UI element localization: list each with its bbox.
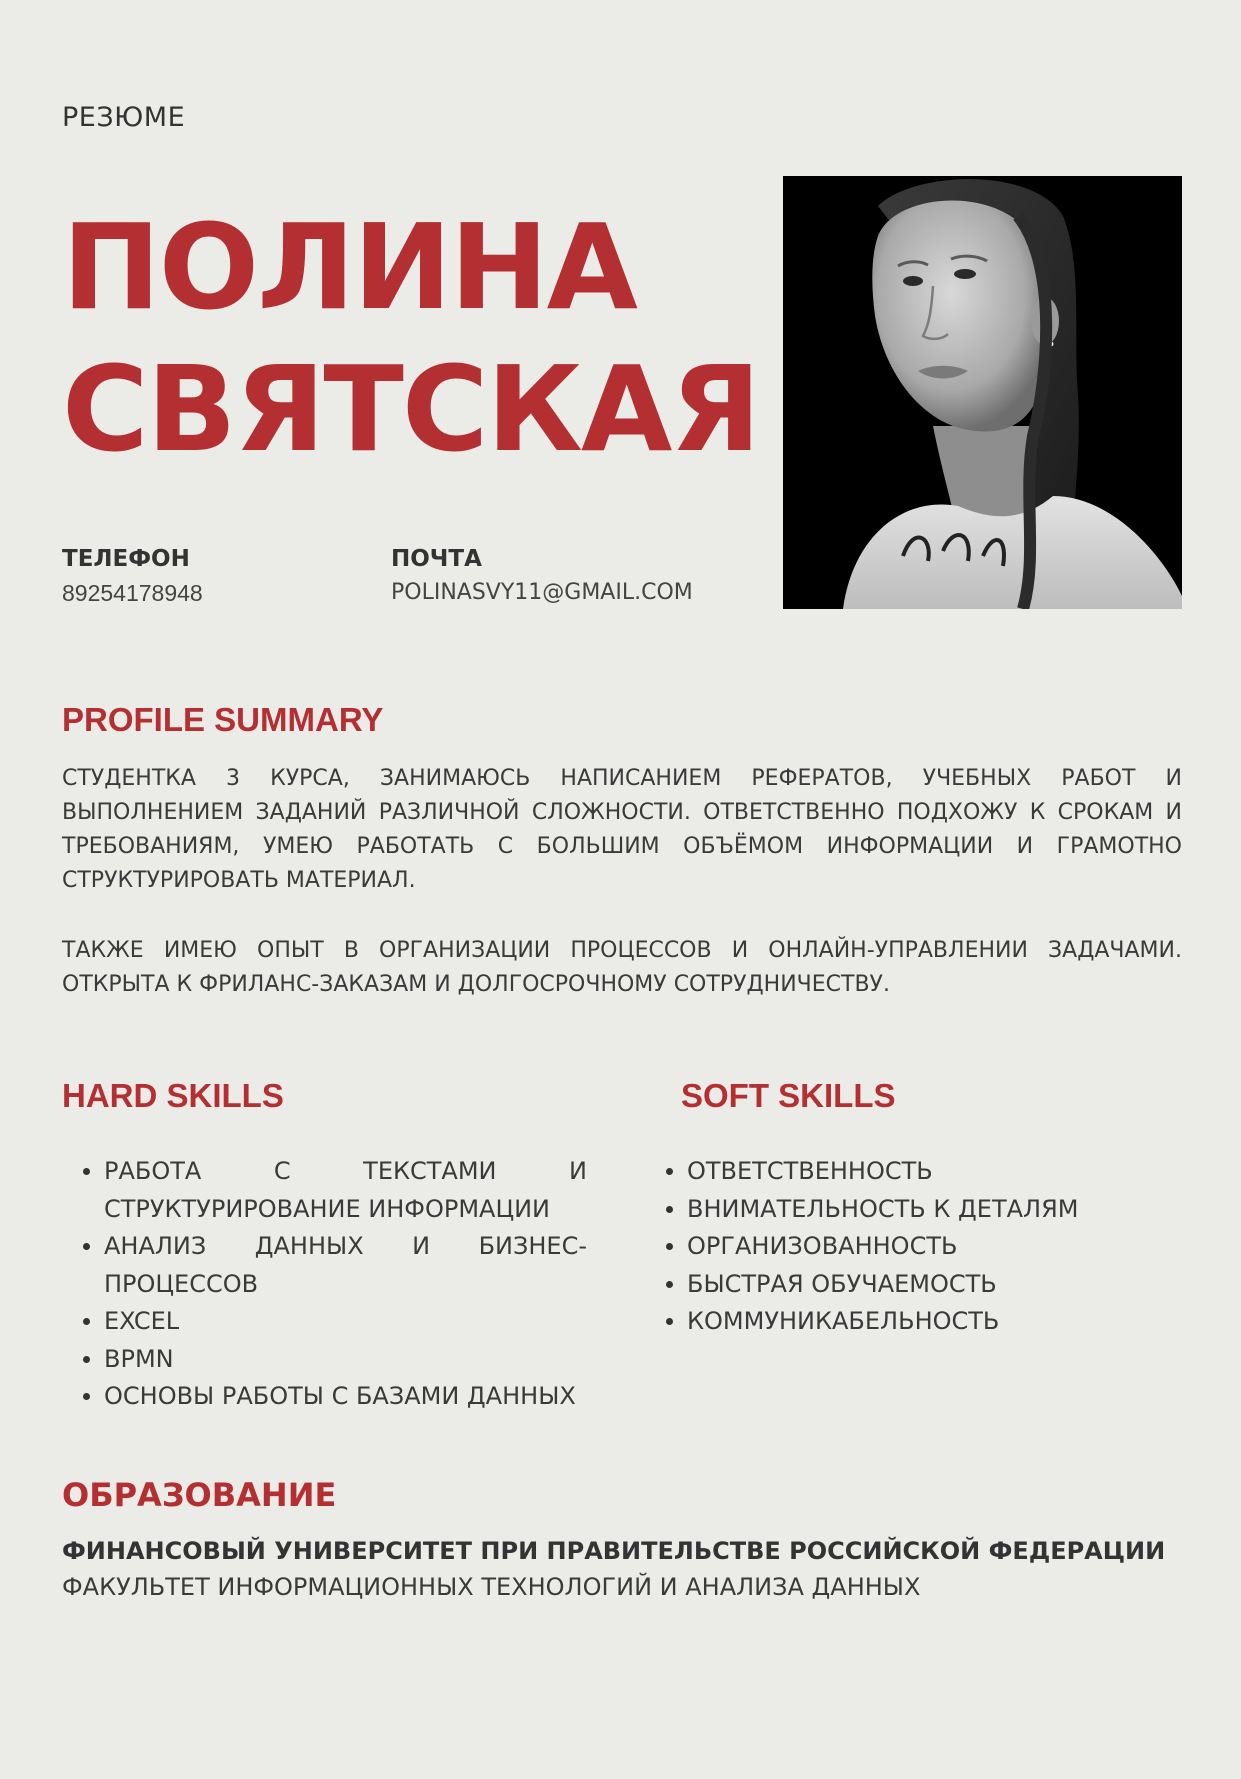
list-item: АНАЛИЗ ДАННЫХ И БИЗНЕС-ПРОЦЕССОВ bbox=[62, 1228, 587, 1303]
education-university: ФИНАНСОВЫЙ УНИВЕРСИТЕТ ПРИ ПРАВИТЕЛЬСТВЕ РОССИЙСКОЙ ФЕДЕРАЦИИ bbox=[62, 1537, 1166, 1565]
profile-summary-title: PROFILE SUMMARY bbox=[62, 701, 384, 738]
soft-skills-title: SOFT SKILLS bbox=[681, 1077, 896, 1114]
list-item: EXCEL bbox=[62, 1303, 587, 1341]
phone-value: 89254178948 bbox=[62, 580, 203, 606]
hard-skills-title: HARD SKILLS bbox=[62, 1077, 284, 1114]
list-item: ОСНОВЫ РАБОТЫ С БАЗАМИ ДАННЫХ bbox=[62, 1378, 587, 1416]
email-value: POLINASVY11@GMAIL.COM bbox=[391, 580, 693, 605]
portrait-photo bbox=[783, 176, 1182, 609]
soft-skills-list bbox=[645, 1153, 1165, 1341]
email-label: ПОЧТА bbox=[391, 546, 482, 572]
list-item: ОТВЕТСТВЕННОСТЬ bbox=[645, 1153, 1165, 1191]
profile-summary-paragraph-2: ТАКЖЕ ИМЕЮ ОПЫТ В ОРГАНИЗАЦИИ ПРОЦЕССОВ И ОНЛАЙН-УПРАВЛЕНИИ ЗАДАЧАМИ. ОТКРЫТА К ФРИЛАНС-ЗАКАЗАМ И ДОЛГОСРОЧНОМУ СОТРУДНИЧЕСТВУ. bbox=[62, 938, 1182, 997]
last-name: СВЯТСКАЯ bbox=[62, 340, 760, 478]
list-item: BPMN bbox=[62, 1341, 587, 1379]
education-faculty: ФАКУЛЬТЕТ ИНФОРМАЦИОННЫХ ТЕХНОЛОГИЙ И АНАЛИЗА ДАННЫХ bbox=[62, 1573, 921, 1601]
list-item: БЫСТРАЯ ОБУЧАЕМОСТЬ bbox=[645, 1266, 1165, 1304]
phone-label: ТЕЛЕФОН bbox=[62, 546, 190, 572]
list-item: ВНИМАТЕЛЬНОСТЬ К ДЕТАЛЯМ bbox=[645, 1191, 1165, 1229]
list-item: ОРГАНИЗОВАННОСТЬ bbox=[645, 1228, 1165, 1266]
list-item: РАБОТА С ТЕКСТАМИ И СТРУКТУРИРОВАНИЕ ИНФОРМАЦИИ bbox=[62, 1153, 587, 1228]
list-item: КОММУНИКАБЕЛЬНОСТЬ bbox=[645, 1303, 1165, 1341]
education-title: ОБРАЗОВАНИЕ bbox=[62, 1476, 337, 1514]
first-name: ПОЛИНА bbox=[62, 198, 636, 336]
document-label: РЕЗЮМЕ bbox=[62, 102, 186, 133]
portrait-illustration bbox=[783, 176, 1182, 609]
hard-skills-list bbox=[62, 1153, 587, 1416]
profile-summary-paragraph-1: СТУДЕНТКА 3 КУРСА, ЗАНИМАЮСЬ НАПИСАНИЕМ РЕФЕРАТОВ, УЧЕБНЫХ РАБОТ И ВЫПОЛНЕНИЕМ ЗАДАНИЙ РАЗЛИЧНОЙ СЛОЖНОСТИ. ОТВЕТСТВЕННО ПОДХОЖУ К СРОКАМ И ТРЕБОВАНИЯМ, УМЕЮ РАБОТАТЬ С БОЛЬШИМ ОБЪЁМОМ ИНФОРМАЦИИ И ГРАМОТНО СТРУКТУРИРОВАТЬ МАТЕРИАЛ. bbox=[62, 766, 1182, 893]
